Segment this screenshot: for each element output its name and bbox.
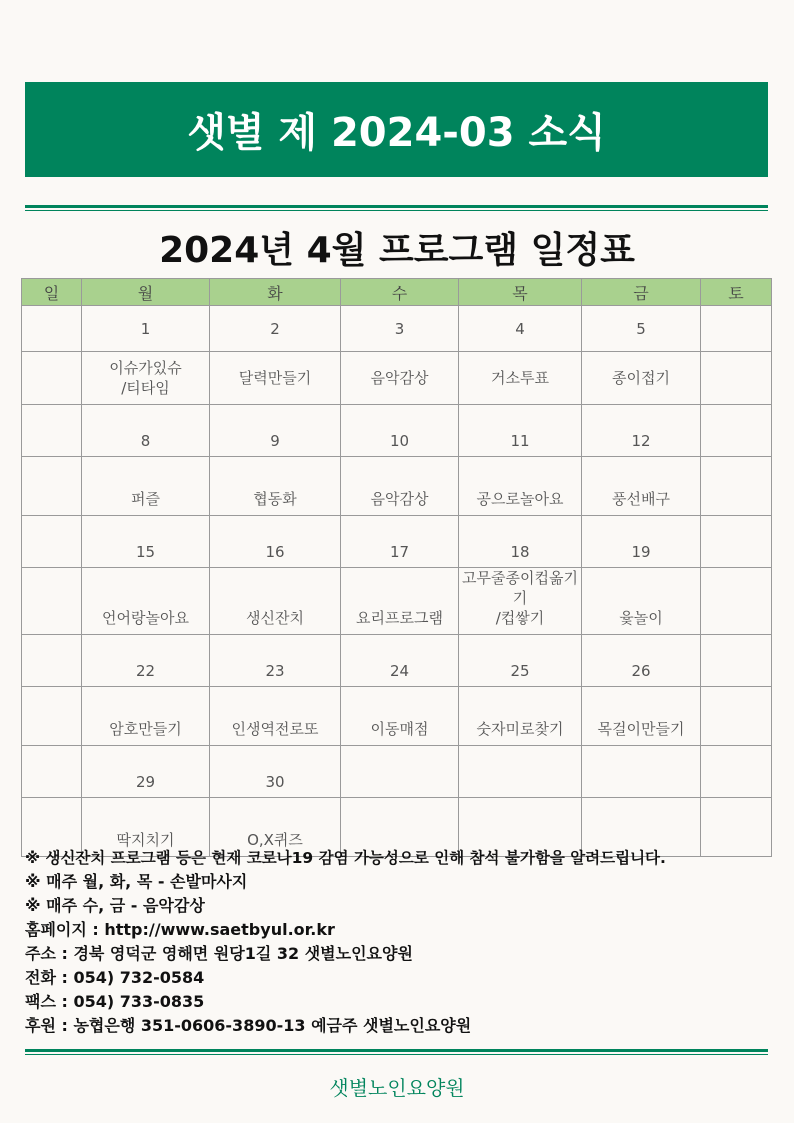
activity-cell: [701, 352, 772, 405]
date-cell: [341, 746, 459, 798]
date-cell: [701, 306, 772, 352]
activity-cell: 요리프로그램: [341, 568, 459, 635]
date-cell: [22, 746, 82, 798]
date-cell: 11: [459, 405, 582, 457]
date-cell: [701, 635, 772, 687]
week-1-dates: [22, 306, 772, 352]
activity-cell: 공으로놀아요: [459, 457, 582, 516]
activity-cell: 인생역전로또: [210, 687, 341, 746]
activity-cell: 생신잔치: [210, 568, 341, 635]
date-cell: 12: [582, 405, 701, 457]
schedule-title: 2024년 4월 프로그램 일정표: [159, 230, 635, 271]
date-cell: 5: [582, 306, 701, 352]
activity-cell: [22, 457, 82, 516]
top-divider: [25, 205, 768, 211]
activity-cell: 고무줄종이컵옮기기 /컵쌓기: [459, 568, 582, 635]
week-2-dates: [22, 405, 772, 457]
weekday-fri: 금: [582, 279, 701, 306]
program-calendar: [21, 278, 772, 857]
phone-info: 전화 : 054) 732-0584: [25, 968, 205, 987]
date-cell: 19: [582, 516, 701, 568]
activity-cell: O,X퀴즈: [210, 798, 341, 857]
activity-cell: [22, 352, 82, 405]
activity-cell: 이슈가있슈 /티타임: [82, 352, 210, 405]
date-cell: 4: [459, 306, 582, 352]
date-cell: 3: [341, 306, 459, 352]
activity-cell: 협동화: [210, 457, 341, 516]
week-2-activities: [22, 457, 772, 516]
weekday-wed: 수: [341, 279, 459, 306]
date-cell: 2: [210, 306, 341, 352]
date-cell: 30: [210, 746, 341, 798]
date-cell: 1: [82, 306, 210, 352]
activity-cell: 윷놀이: [582, 568, 701, 635]
date-cell: [22, 405, 82, 457]
activity-cell: 암호만들기: [82, 687, 210, 746]
activity-cell: 거소투표: [459, 352, 582, 405]
activity-cell: 음악감상: [341, 352, 459, 405]
date-cell: 9: [210, 405, 341, 457]
weekday-sun: 일: [22, 279, 82, 306]
activity-cell: [701, 568, 772, 635]
date-cell: 25: [459, 635, 582, 687]
week-3-activities: [22, 568, 772, 635]
bottom-divider: [25, 1049, 768, 1055]
weekly-massage-notice: ※ 매주 월, 화, 목 - 손발마사지: [25, 872, 248, 891]
date-cell: [22, 306, 82, 352]
address-info: 주소 : 경북 영덕군 영해면 원당1길 32 샛별노인요양원: [25, 944, 413, 963]
date-cell: 26: [582, 635, 701, 687]
date-cell: 29: [82, 746, 210, 798]
date-cell: 24: [341, 635, 459, 687]
week-1-activities: [22, 352, 772, 405]
footer-organization-name: 샛별노인요양원: [329, 1076, 465, 1100]
date-cell: [701, 516, 772, 568]
activity-cell: [701, 687, 772, 746]
activity-cell: [701, 457, 772, 516]
weekday-mon: 월: [82, 279, 210, 306]
activity-cell: 숫자미로찾기: [459, 687, 582, 746]
date-cell: [701, 405, 772, 457]
week-4-dates: [22, 635, 772, 687]
activity-cell: 종이접기: [582, 352, 701, 405]
date-cell: 15: [82, 516, 210, 568]
week-3-dates: [22, 516, 772, 568]
activity-cell: 이동매점: [341, 687, 459, 746]
activity-cell: 언어랑놀아요: [82, 568, 210, 635]
activity-cell: 달력만들기: [210, 352, 341, 405]
activity-cell: 퍼즐: [82, 457, 210, 516]
activity-cell: 딱지치기: [82, 798, 210, 857]
homepage-info: 홈페이지 : http://www.saetbyul.or.kr: [25, 920, 335, 939]
sponsor-info: 후원 : 농협은행 351-0606-3890-13 예금주 샛별노인요양원: [25, 1016, 472, 1035]
weekday-header-row: [22, 279, 772, 306]
date-cell: [701, 746, 772, 798]
date-cell: 17: [341, 516, 459, 568]
activity-cell: [22, 687, 82, 746]
activity-cell: [22, 568, 82, 635]
newsletter-title: 샛별 제 2024-03 소식: [187, 110, 606, 156]
date-cell: 22: [82, 635, 210, 687]
date-cell: 23: [210, 635, 341, 687]
date-cell: [582, 746, 701, 798]
activity-cell: 풍선배구: [582, 457, 701, 516]
notes-section: [25, 846, 775, 1038]
date-cell: 8: [82, 405, 210, 457]
date-cell: 16: [210, 516, 341, 568]
date-cell: [459, 746, 582, 798]
covid-notice: ※ 생신잔치 프로그램 등은 현재 코로나19 감염 가능성으로 인해 참석 불가함을 알려드립니다.: [25, 849, 666, 867]
week-5-dates: [22, 746, 772, 798]
newsletter-title-banner: [25, 82, 768, 177]
date-cell: 10: [341, 405, 459, 457]
date-cell: [22, 635, 82, 687]
activity-cell: 목걸이만들기: [582, 687, 701, 746]
weekday-sat: 토: [701, 279, 772, 306]
activity-cell: 음악감상: [341, 457, 459, 516]
weekly-music-notice: ※ 매주 수, 금 - 음악감상: [25, 896, 205, 915]
date-cell: [22, 516, 82, 568]
date-cell: 18: [459, 516, 582, 568]
weekday-thu: 목: [459, 279, 582, 306]
week-4-activities: [22, 687, 772, 746]
weekday-tue: 화: [210, 279, 341, 306]
fax-info: 팩스 : 054) 733-0835: [25, 992, 205, 1011]
